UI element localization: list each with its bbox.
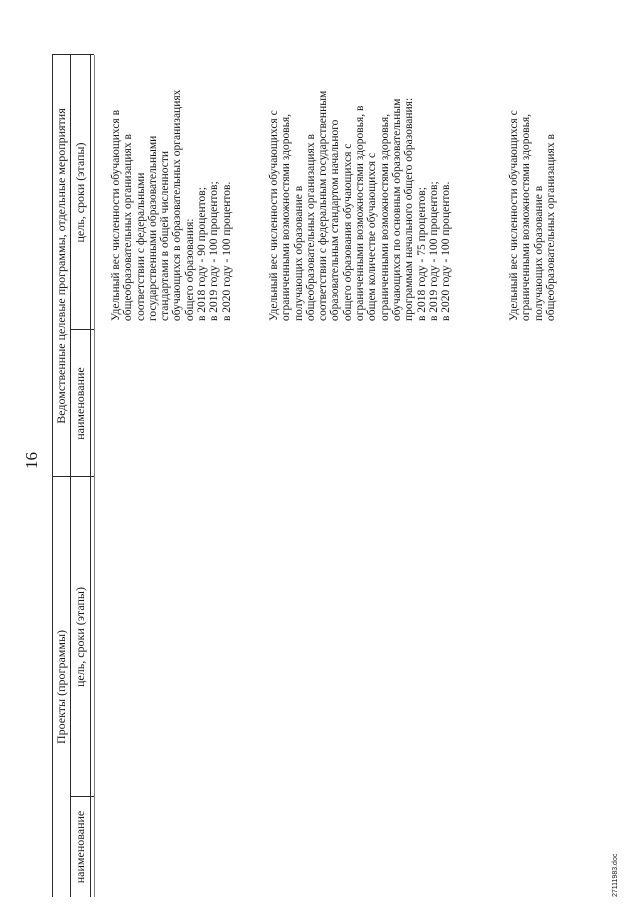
right-col-goal-header: цель, сроки (этапы) (73, 142, 87, 243)
goal-text-2: Удельный вес численности обучающихся с ограниченными возможностями здоровья, получающих образование в общеобразовательных организациях в соответствии с федеральным государственным образовательным стандартом начального общего образования обучающихся с ограниченными возможностями здоровья, в общем количестве обучающихся с ограниченными возможностями здоровья, обучающихся по основным образовательным программам начального общего образования: в 2018 году - 75 процентов; в 2019 году - 100 процентов; в 2020 году - 100 процентов. (268, 90, 453, 321)
left-col-goal-header: цель, сроки (этапы) (73, 587, 87, 687)
table-thin-rule (94, 55, 95, 897)
left-section-title: Проекты (программы) (54, 629, 68, 745)
table-section-rule-left (70, 477, 71, 897)
goal-text-3: Удельный вес численности обучающихся с ограниченными возможностями здоровья, получающих образование в общеобразовательных организациях в (508, 110, 557, 321)
right-section-title: Ведомственные целевые программы, отдельные мероприятия (54, 108, 68, 424)
table-section-rule-right (70, 55, 71, 477)
page-number: 16 (22, 452, 41, 469)
right-col-name-header: наименование (73, 367, 87, 440)
document-reference: 27111983.doc (612, 853, 619, 897)
left-col-name-header: наименование (73, 810, 87, 884)
goal-text-1: Удельный вес численности обучающихся в общеобразовательных организациях в соответствии с федеральными государственными образовательными стандартами в общей численности обучающихся в образовательных организациях общего образования: в 2018 году - 90 процентов; в 2019 году - 100 процентов; в 2020 году - 100 процентов. (110, 89, 233, 321)
